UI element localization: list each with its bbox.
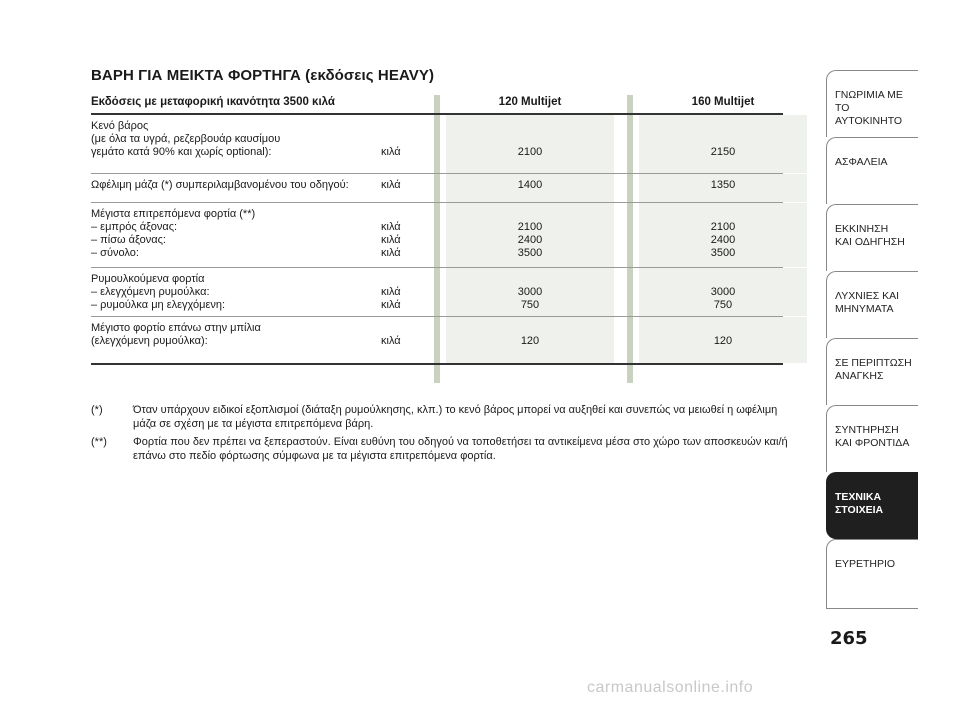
header-col-160: 160 Multijet — [691, 96, 755, 108]
value-120-line: 3000 — [517, 286, 543, 298]
row-label-line: (ελεγχόμενη ρυμούλκα): — [91, 335, 208, 347]
tab-label: ΑΣΦΑΛΕΙΑ — [835, 156, 888, 168]
row-unit-line: κιλά — [381, 247, 401, 259]
tab-chapter[interactable] — [826, 271, 918, 338]
footnote-mark: (*) — [91, 404, 103, 416]
row-label-line: γεμάτο κατά 90% και χωρίς optional): — [91, 146, 272, 158]
value-120 — [446, 208, 614, 260]
row-unit — [381, 208, 411, 260]
table-header — [91, 93, 783, 115]
row-label-line: – ρυμούλκα μη ελεγχόμενη: — [91, 299, 226, 311]
row-unit-line — [381, 322, 411, 335]
row-label-line: (με όλα τα υγρά, ρεζερβουάρ καυσίμου — [91, 133, 281, 145]
value-160-line: 2100 — [710, 221, 736, 233]
value-160-line — [639, 322, 807, 335]
row-label-line: – σύνολο: — [91, 247, 139, 259]
row-unit — [381, 179, 411, 192]
value-120-line: 2400 — [517, 234, 543, 246]
row-label-line: – ελεγχόμενη ρυμούλκα: — [91, 286, 210, 298]
row-label — [91, 322, 381, 348]
value-160-line: 3500 — [710, 247, 736, 259]
value-160-line — [639, 273, 807, 286]
value-160 — [639, 322, 807, 348]
page-number: 265 — [830, 628, 868, 649]
row-unit-line: κιλά — [381, 299, 401, 311]
value-160 — [639, 179, 807, 192]
row-unit-line: κιλά — [381, 234, 401, 246]
row-unit-line: κιλά — [381, 286, 401, 298]
table-row — [91, 268, 783, 317]
row-unit-line — [381, 133, 411, 146]
value-160-line — [639, 208, 807, 221]
row-label — [91, 273, 381, 312]
tab-label: ΓΝΩΡΙΜΙΑ ΜΕ ΤΟ ΑΥΤΟΚΙΝΗΤΟ — [835, 89, 903, 127]
footnote-text: Φορτία που δεν πρέπει να ξεπεραστούν. Είναι ευθύνη του οδηγού να τοποθετήσει τα αντικείμενα μέσα στο χώρο των αποσκευών και/ή επάνω στο πεδίο φόρτωσης σύμφωνα με τα μέγιστα επιτρεπόμενα φορτία. — [133, 436, 788, 462]
tab-chapter[interactable] — [826, 204, 918, 271]
row-label — [91, 208, 381, 260]
tab-chapter[interactable] — [826, 70, 918, 137]
header-col-120: 120 Multijet — [498, 96, 562, 108]
value-160-line: 2400 — [710, 234, 736, 246]
row-unit-line — [381, 273, 411, 286]
watermark: carmanualsonline.info — [587, 679, 754, 696]
row-unit-line: κιλά — [381, 179, 401, 191]
value-160-line: 750 — [713, 299, 733, 311]
value-120-line — [446, 208, 614, 221]
value-160-line: 2150 — [710, 146, 736, 158]
value-160-line — [639, 133, 807, 146]
value-160-line: 120 — [713, 335, 733, 347]
row-label — [91, 179, 381, 192]
row-unit-line: κιλά — [381, 335, 401, 347]
tab-label: ΛΥΧΝΙΕΣ ΚΑΙ ΜΗΝΥΜΑΤΑ — [835, 290, 900, 315]
row-label-line: Μέγιστα επιτρεπόμενα φορτία (**) — [91, 208, 256, 220]
value-160 — [639, 208, 807, 260]
value-160-line: 3000 — [710, 286, 736, 298]
row-unit — [381, 322, 411, 348]
tab-label: ΤΕΧΝΙΚΑ ΣΤΟΙΧΕΙΑ — [835, 491, 884, 516]
row-unit-line: κιλά — [381, 221, 401, 233]
value-120 — [446, 273, 614, 312]
tab-chapter[interactable] — [826, 539, 918, 609]
table-row — [91, 174, 783, 203]
row-label — [91, 120, 381, 159]
value-120-line — [446, 120, 614, 133]
tab-chapter[interactable] — [826, 137, 918, 204]
tab-label: ΕΥΡΕΤΗΡΙΟ — [835, 558, 896, 570]
row-label-line: Ρυμουλκούμενα φορτία — [91, 273, 205, 285]
footnote — [91, 403, 791, 431]
header-label: Εκδόσεις με μεταφορική ικανότητα 3500 κιλά — [91, 96, 335, 108]
row-label-line: Ωφέλιμη μάζα (*) συμπεριλαμβανομένου του οδηγού: — [91, 179, 349, 191]
value-120-line — [446, 322, 614, 335]
row-label-line: – πίσω άξονας: — [91, 234, 166, 246]
row-unit-line: κιλά — [381, 146, 401, 158]
value-120 — [446, 322, 614, 348]
value-160 — [639, 273, 807, 312]
page-title: ΒΑΡΗ ΓΙΑ ΜΕΙΚΤΑ ΦΟΡΤΗΓΑ (εκδόσεις HEAVY) — [91, 67, 435, 84]
value-120-line: 2100 — [517, 221, 543, 233]
chapter-tabs — [826, 70, 918, 609]
footnotes — [91, 403, 791, 467]
value-160-line — [639, 120, 807, 133]
table-row — [91, 317, 783, 365]
value-120-line: 120 — [520, 335, 540, 347]
value-120-line: 2100 — [517, 146, 543, 158]
value-120-line: 3500 — [517, 247, 543, 259]
row-unit-line — [381, 120, 411, 133]
footnote-text: Όταν υπάρχουν ειδικοί εξοπλισμοί (διάταξη ρυμούλκησης, κλπ.) το κενό βάρος μπορεί να αυξηθεί και συνεπώς να μειωθεί η ωφέλιμη μάζα σε σχέση με τα μέγιστα επιτρεπόμενα βάρη. — [133, 404, 778, 430]
value-120-line: 750 — [520, 299, 540, 311]
table-row — [91, 203, 783, 268]
tab-label: ΣΥΝΤΗΡΗΣΗ ΚΑΙ ΦΡΟΝΤΙΔΑ — [835, 424, 910, 449]
value-120-line: 1400 — [517, 179, 543, 191]
table-row — [91, 115, 783, 174]
footnote — [91, 435, 791, 463]
value-120 — [446, 120, 614, 159]
tab-chapter[interactable] — [826, 472, 918, 539]
value-120-line — [446, 133, 614, 146]
row-label-line: Μέγιστο φορτίο επάνω στην μπίλια — [91, 322, 261, 334]
value-160-line: 1350 — [710, 179, 736, 191]
value-120 — [446, 179, 614, 192]
tab-label: ΕΚΚΙΝΗΣΗ ΚΑΙ ΟΔΗΓΗΣΗ — [835, 223, 905, 248]
row-unit-line — [381, 208, 411, 221]
row-label-line: Κενό βάρος — [91, 120, 149, 132]
tab-chapter[interactable] — [826, 338, 918, 405]
tab-chapter[interactable] — [826, 405, 918, 472]
row-label-line: – εμπρός άξονας: — [91, 221, 178, 233]
weights-table — [91, 93, 783, 365]
row-unit — [381, 120, 411, 159]
row-unit — [381, 273, 411, 312]
tab-label: ΣΕ ΠΕΡΙΠΤΩΣΗ ΑΝΑΓΚΗΣ — [835, 357, 912, 382]
value-120-line — [446, 273, 614, 286]
footnote-mark: (**) — [91, 436, 107, 448]
value-160 — [639, 120, 807, 159]
